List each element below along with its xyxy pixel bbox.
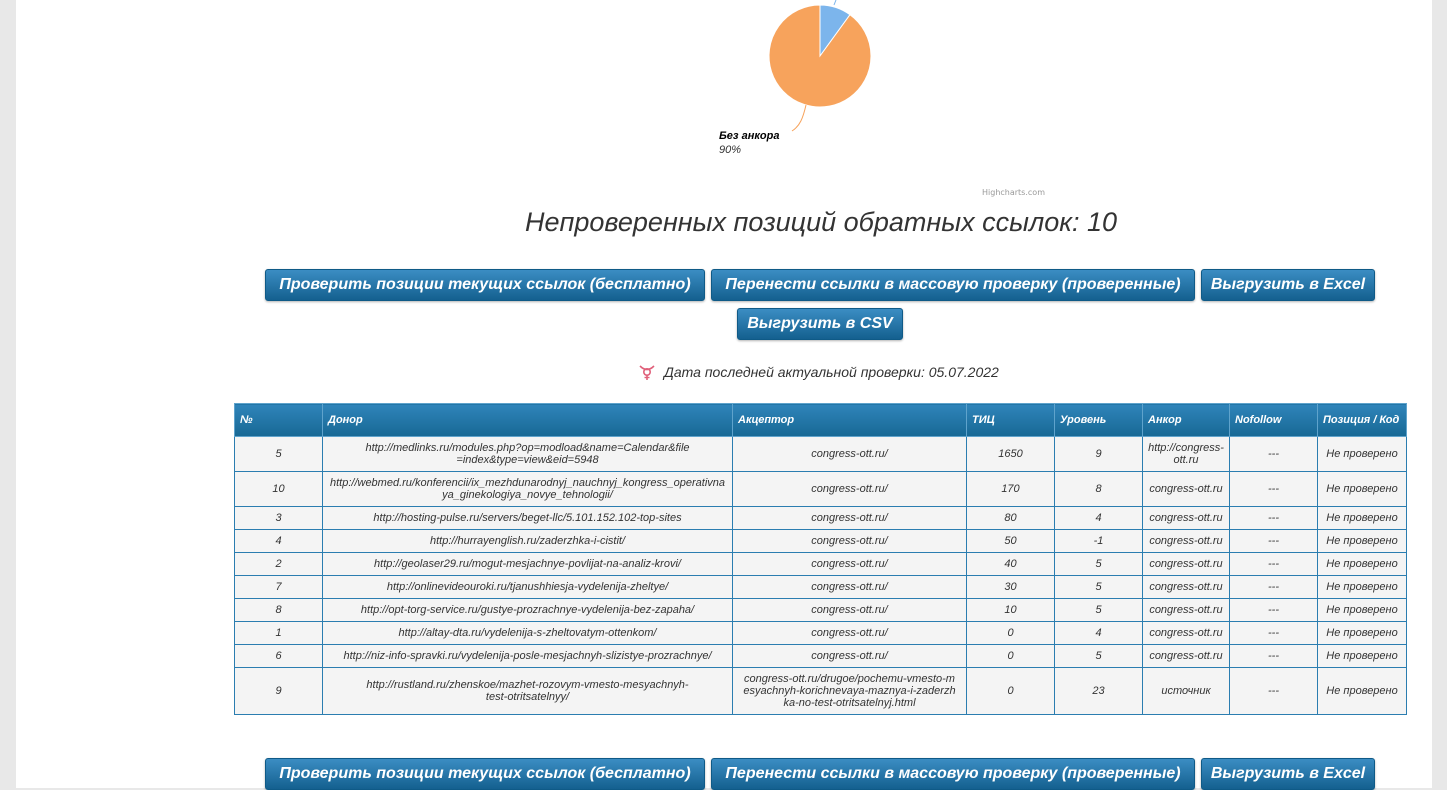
cell-donor: http://onlinevideouroki.ru/tjanushhiesja-vydelenija-zheltye/ [323,576,733,599]
slice-connector-0 [834,0,836,5]
cell-anchor: congress-ott.ru [1143,576,1230,599]
cell-num: 7 [235,576,323,599]
cell-acceptor: congress-ott.ru/ [733,507,967,530]
pie-chart-svg [16,0,1432,205]
cell-acceptor: congress-ott.ru/drugoe/pochemu-vmesto-mesyachnyh-korichnevaya-maznya-i-zaderzhka-no-test-otritsatelnyj.html [733,668,967,715]
table-row [235,530,1407,553]
cell-donor: http://altay-dta.ru/vydelenija-s-zheltovatym-ottenkom/ [323,622,733,645]
cell-anchor: congress-ott.ru [1143,645,1230,668]
cell-position: Не проверено [1318,507,1407,530]
cell-acceptor: congress-ott.ru/ [733,472,967,507]
transfer-to-bulk-check-button-bottom[interactable]: Перенести ссылки в массовую проверку (проверенные) [711,758,1195,790]
last-check-date [638,364,999,380]
cell-position: Не проверено [1318,599,1407,622]
header-tic[interactable]: ТИЦ [967,404,1055,437]
cell-acceptor: congress-ott.ru/ [733,576,967,599]
gender-symbol-icon [638,364,656,380]
cell-anchor: congress-ott.ru [1143,553,1230,576]
cell-tic: 0 [967,668,1055,715]
cell-donor: http://opt-torg-service.ru/gustye-prozrachnye-vydelenija-bez-zapaha/ [323,599,733,622]
cell-acceptor: congress-ott.ru/ [733,553,967,576]
cell-nofollow: --- [1230,507,1318,530]
cell-nofollow: --- [1230,599,1318,622]
cell-num: 6 [235,645,323,668]
cell-num: 9 [235,668,323,715]
header-num[interactable]: № [235,404,323,437]
backlinks-table [234,403,1407,715]
cell-level: 8 [1055,472,1143,507]
transfer-to-bulk-check-button[interactable]: Перенести ссылки в массовую проверку (проверенные) [711,269,1195,301]
cell-tic: 40 [967,553,1055,576]
table-row [235,599,1407,622]
cell-level: -1 [1055,530,1143,553]
slice-label-name: Без анкора [719,130,780,142]
slice-label-percent: 90% [719,144,742,156]
header-acceptor[interactable]: Акцептор [733,404,967,437]
cell-position: Не проверено [1318,668,1407,715]
cell-num: 10 [235,472,323,507]
page-title: Непроверенных позиций обратных ссылок: 10 [525,207,1117,237]
cell-level: 5 [1055,576,1143,599]
cell-position: Не проверено [1318,622,1407,645]
header-anchor[interactable]: Анкор [1143,404,1230,437]
cell-level: 23 [1055,668,1143,715]
cell-tic: 10 [967,599,1055,622]
cell-acceptor: congress-ott.ru/ [733,437,967,472]
cell-num: 8 [235,599,323,622]
cell-num: 4 [235,530,323,553]
anchor-pie-chart [16,0,1432,205]
cell-tic: 170 [967,472,1055,507]
header-nofollow[interactable]: Nofollow [1230,404,1318,437]
cell-tic: 30 [967,576,1055,599]
cell-donor: http://hurrayenglish.ru/zaderzhka-i-cistit/ [323,530,733,553]
cell-acceptor: congress-ott.ru/ [733,645,967,668]
cell-acceptor: congress-ott.ru/ [733,622,967,645]
table-row [235,622,1407,645]
cell-level: 9 [1055,437,1143,472]
pie-slice-1[interactable] [769,5,871,107]
table-row [235,668,1407,715]
cell-level: 5 [1055,599,1143,622]
last-check-text: Дата последней актуальной проверки: 05.07.2022 [664,364,999,380]
cell-nofollow: --- [1230,576,1318,599]
cell-level: 4 [1055,507,1143,530]
cell-donor: http://geolaser29.ru/mogut-mesjachnye-povlijat-na-analiz-krovi/ [323,553,733,576]
cell-num: 2 [235,553,323,576]
cell-anchor: congress-ott.ru [1143,507,1230,530]
cell-tic: 0 [967,645,1055,668]
cell-tic: 0 [967,622,1055,645]
export-csv-button[interactable]: Выгрузить в CSV [737,308,903,340]
cell-nofollow: --- [1230,553,1318,576]
slice-connector-1 [792,105,806,131]
cell-position: Не проверено [1318,437,1407,472]
cell-nofollow: --- [1230,472,1318,507]
cell-donor: http://medlinks.ru/modules.php?op=modload&name=Calendar&file=index&type=view&eid=5948 [323,437,733,472]
table-row [235,576,1407,599]
check-positions-button-bottom[interactable]: Проверить позиции текущих ссылок (бесплатно) [265,758,705,790]
chart-credits[interactable]: Highcharts.com [982,188,1045,197]
cell-position: Не проверено [1318,645,1407,668]
cell-num: 1 [235,622,323,645]
cell-level: 5 [1055,645,1143,668]
cell-acceptor: congress-ott.ru/ [733,599,967,622]
cell-nofollow: --- [1230,668,1318,715]
cell-nofollow: --- [1230,645,1318,668]
table-row [235,507,1407,530]
cell-anchor: congress-ott.ru [1143,622,1230,645]
cell-donor: http://niz-info-spravki.ru/vydelenija-posle-mesjachnyh-slizistye-prozrachnye/ [323,645,733,668]
cell-anchor: congress-ott.ru [1143,599,1230,622]
cell-anchor: congress-ott.ru [1143,472,1230,507]
cell-anchor: http://congress-ott.ru [1143,437,1230,472]
cell-donor: http://webmed.ru/konferencii/ix_mezhdunarodnyj_nauchnyj_kongress_operativnaya_ginekologiya_novye_tehnologii/ [323,472,733,507]
table-row [235,553,1407,576]
export-excel-button-bottom[interactable]: Выгрузить в Excel [1201,758,1375,790]
header-level[interactable]: Уровень [1055,404,1143,437]
check-positions-button[interactable]: Проверить позиции текущих ссылок (бесплатно) [265,269,705,301]
cell-level: 4 [1055,622,1143,645]
table-header-row [235,404,1407,437]
cell-num: 3 [235,507,323,530]
cell-tic: 50 [967,530,1055,553]
cell-nofollow: --- [1230,622,1318,645]
cell-donor: http://rustland.ru/zhenskoe/mazhet-rozovym-vmesto-mesyachnyh-test-otritsatelnyy/ [323,668,733,715]
cell-position: Не проверено [1318,553,1407,576]
export-excel-button[interactable]: Выгрузить в Excel [1201,269,1375,301]
table-row [235,645,1407,668]
table-row [235,472,1407,507]
table-row [235,437,1407,472]
cell-anchor: источник [1143,668,1230,715]
cell-position: Не проверено [1318,576,1407,599]
cell-nofollow: --- [1230,437,1318,472]
header-donor[interactable]: Донор [323,404,733,437]
header-position[interactable]: Позиция / Код [1318,404,1407,437]
page-content [16,0,1432,788]
cell-position: Не проверено [1318,530,1407,553]
cell-donor: http://hosting-pulse.ru/servers/beget-llc/5.101.152.102-top-sites [323,507,733,530]
cell-acceptor: congress-ott.ru/ [733,530,967,553]
cell-nofollow: --- [1230,530,1318,553]
cell-position: Не проверено [1318,472,1407,507]
cell-tic: 80 [967,507,1055,530]
cell-tic: 1650 [967,437,1055,472]
cell-level: 5 [1055,553,1143,576]
cell-anchor: congress-ott.ru [1143,530,1230,553]
cell-num: 5 [235,437,323,472]
